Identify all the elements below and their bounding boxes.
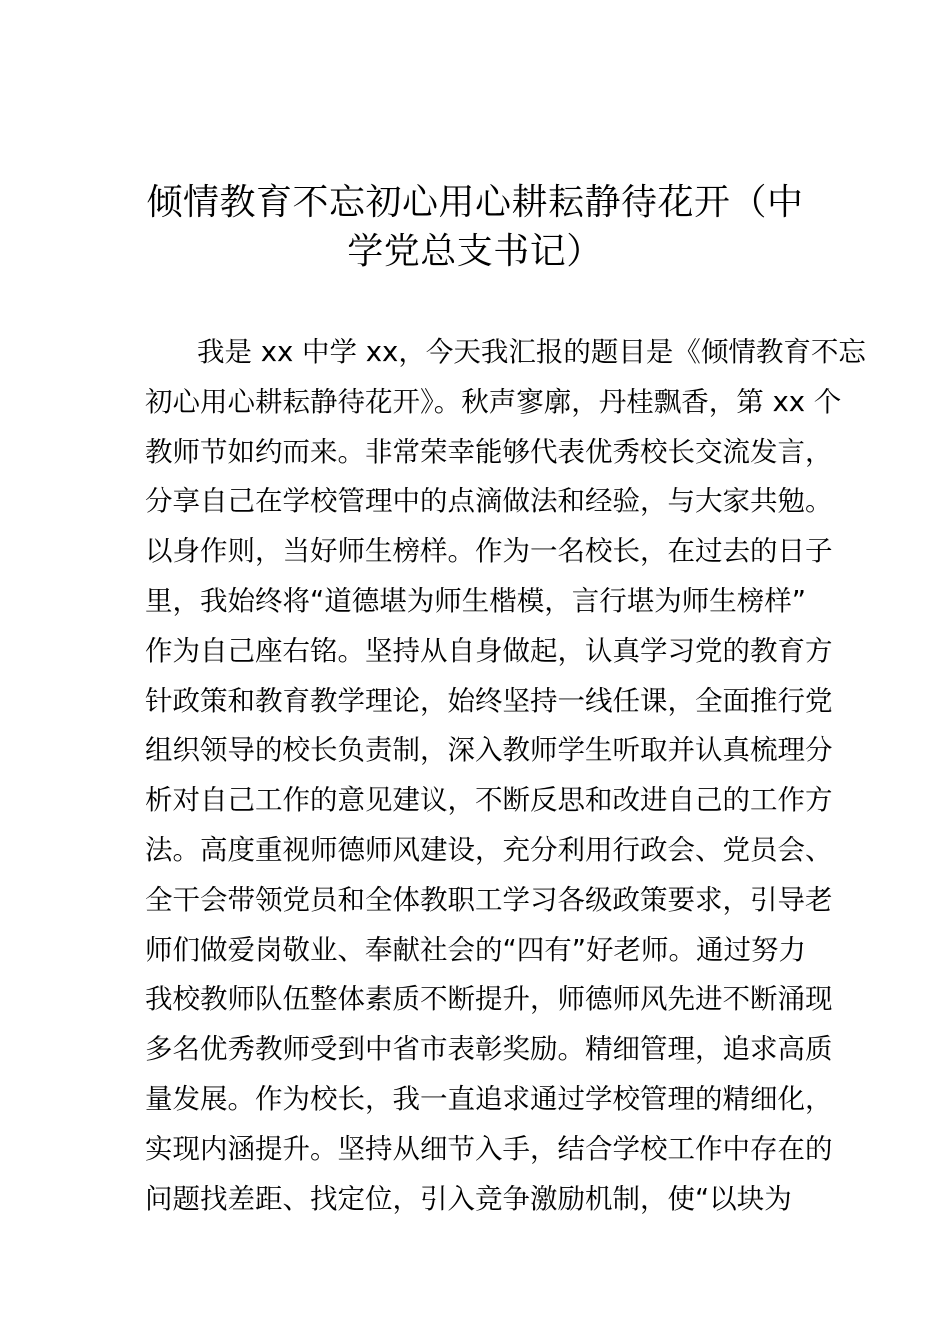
body-line: 里，我始终将“道德堪为师生楷模，言行堪为师生榜样” bbox=[145, 584, 806, 617]
body-line: 师们做爱岗敬业、奉献社会的“四有”好老师。通过努力 bbox=[145, 933, 806, 966]
body-line: 析对自己工作的意见建议，不断反思和改进自己的工作方 bbox=[145, 784, 833, 817]
body-line: 教师节如约而来。非常荣幸能够代表优秀校长交流发言， bbox=[145, 435, 833, 468]
body-line: 实现内涵提升。坚持从细节入手，结合学校工作中存在的 bbox=[145, 1132, 833, 1165]
body-line: 多名优秀教师受到中省市表彰奖励。精细管理，追求高质 bbox=[145, 1033, 833, 1066]
body-line: 全干会带领党员和全体教职工学习各级政策要求，引导老 bbox=[145, 883, 833, 916]
body-line: 法。高度重视师德师风建设，充分利用行政会、党员会、 bbox=[145, 833, 833, 866]
body-line: 问题找差距、找定位，引入竞争激励机制，使“以块为 bbox=[145, 1182, 792, 1215]
body-line: 针政策和教育教学理论，始终坚持一线任课，全面推行党 bbox=[145, 684, 833, 717]
body-line: 分享自己在学校管理中的点滴做法和经验，与大家共勉。 bbox=[145, 485, 833, 518]
body-line: 量发展。作为校长，我一直追求通过学校管理的精细化， bbox=[145, 1082, 833, 1115]
body-line: 作为自己座右铭。坚持从自身做起，认真学习党的教育方 bbox=[145, 634, 833, 667]
document-title bbox=[145, 178, 805, 276]
title-line: 倾情教育不忘初心用心耕耘静待花开（中 bbox=[146, 182, 804, 223]
body-line: 组织领导的校长负责制，深入教师学生听取并认真梳理分 bbox=[145, 734, 833, 767]
body-line: 我校教师队伍整体素质不断提升，师德师风先进不断涌现 bbox=[145, 983, 833, 1016]
title-line: 学党总支书记） bbox=[347, 231, 603, 272]
body-line: 初心用心耕耘静待花开》。秋声寥廓，丹桂飘香，第 xx 个 bbox=[145, 385, 842, 418]
body-paragraph bbox=[145, 328, 866, 1224]
body-line: 我是 xx 中学 xx，今天我汇报的题目是《倾情教育不忘 bbox=[197, 336, 866, 368]
body-line: 以身作则，当好师生榜样。作为一名校长，在过去的日子 bbox=[145, 535, 833, 568]
